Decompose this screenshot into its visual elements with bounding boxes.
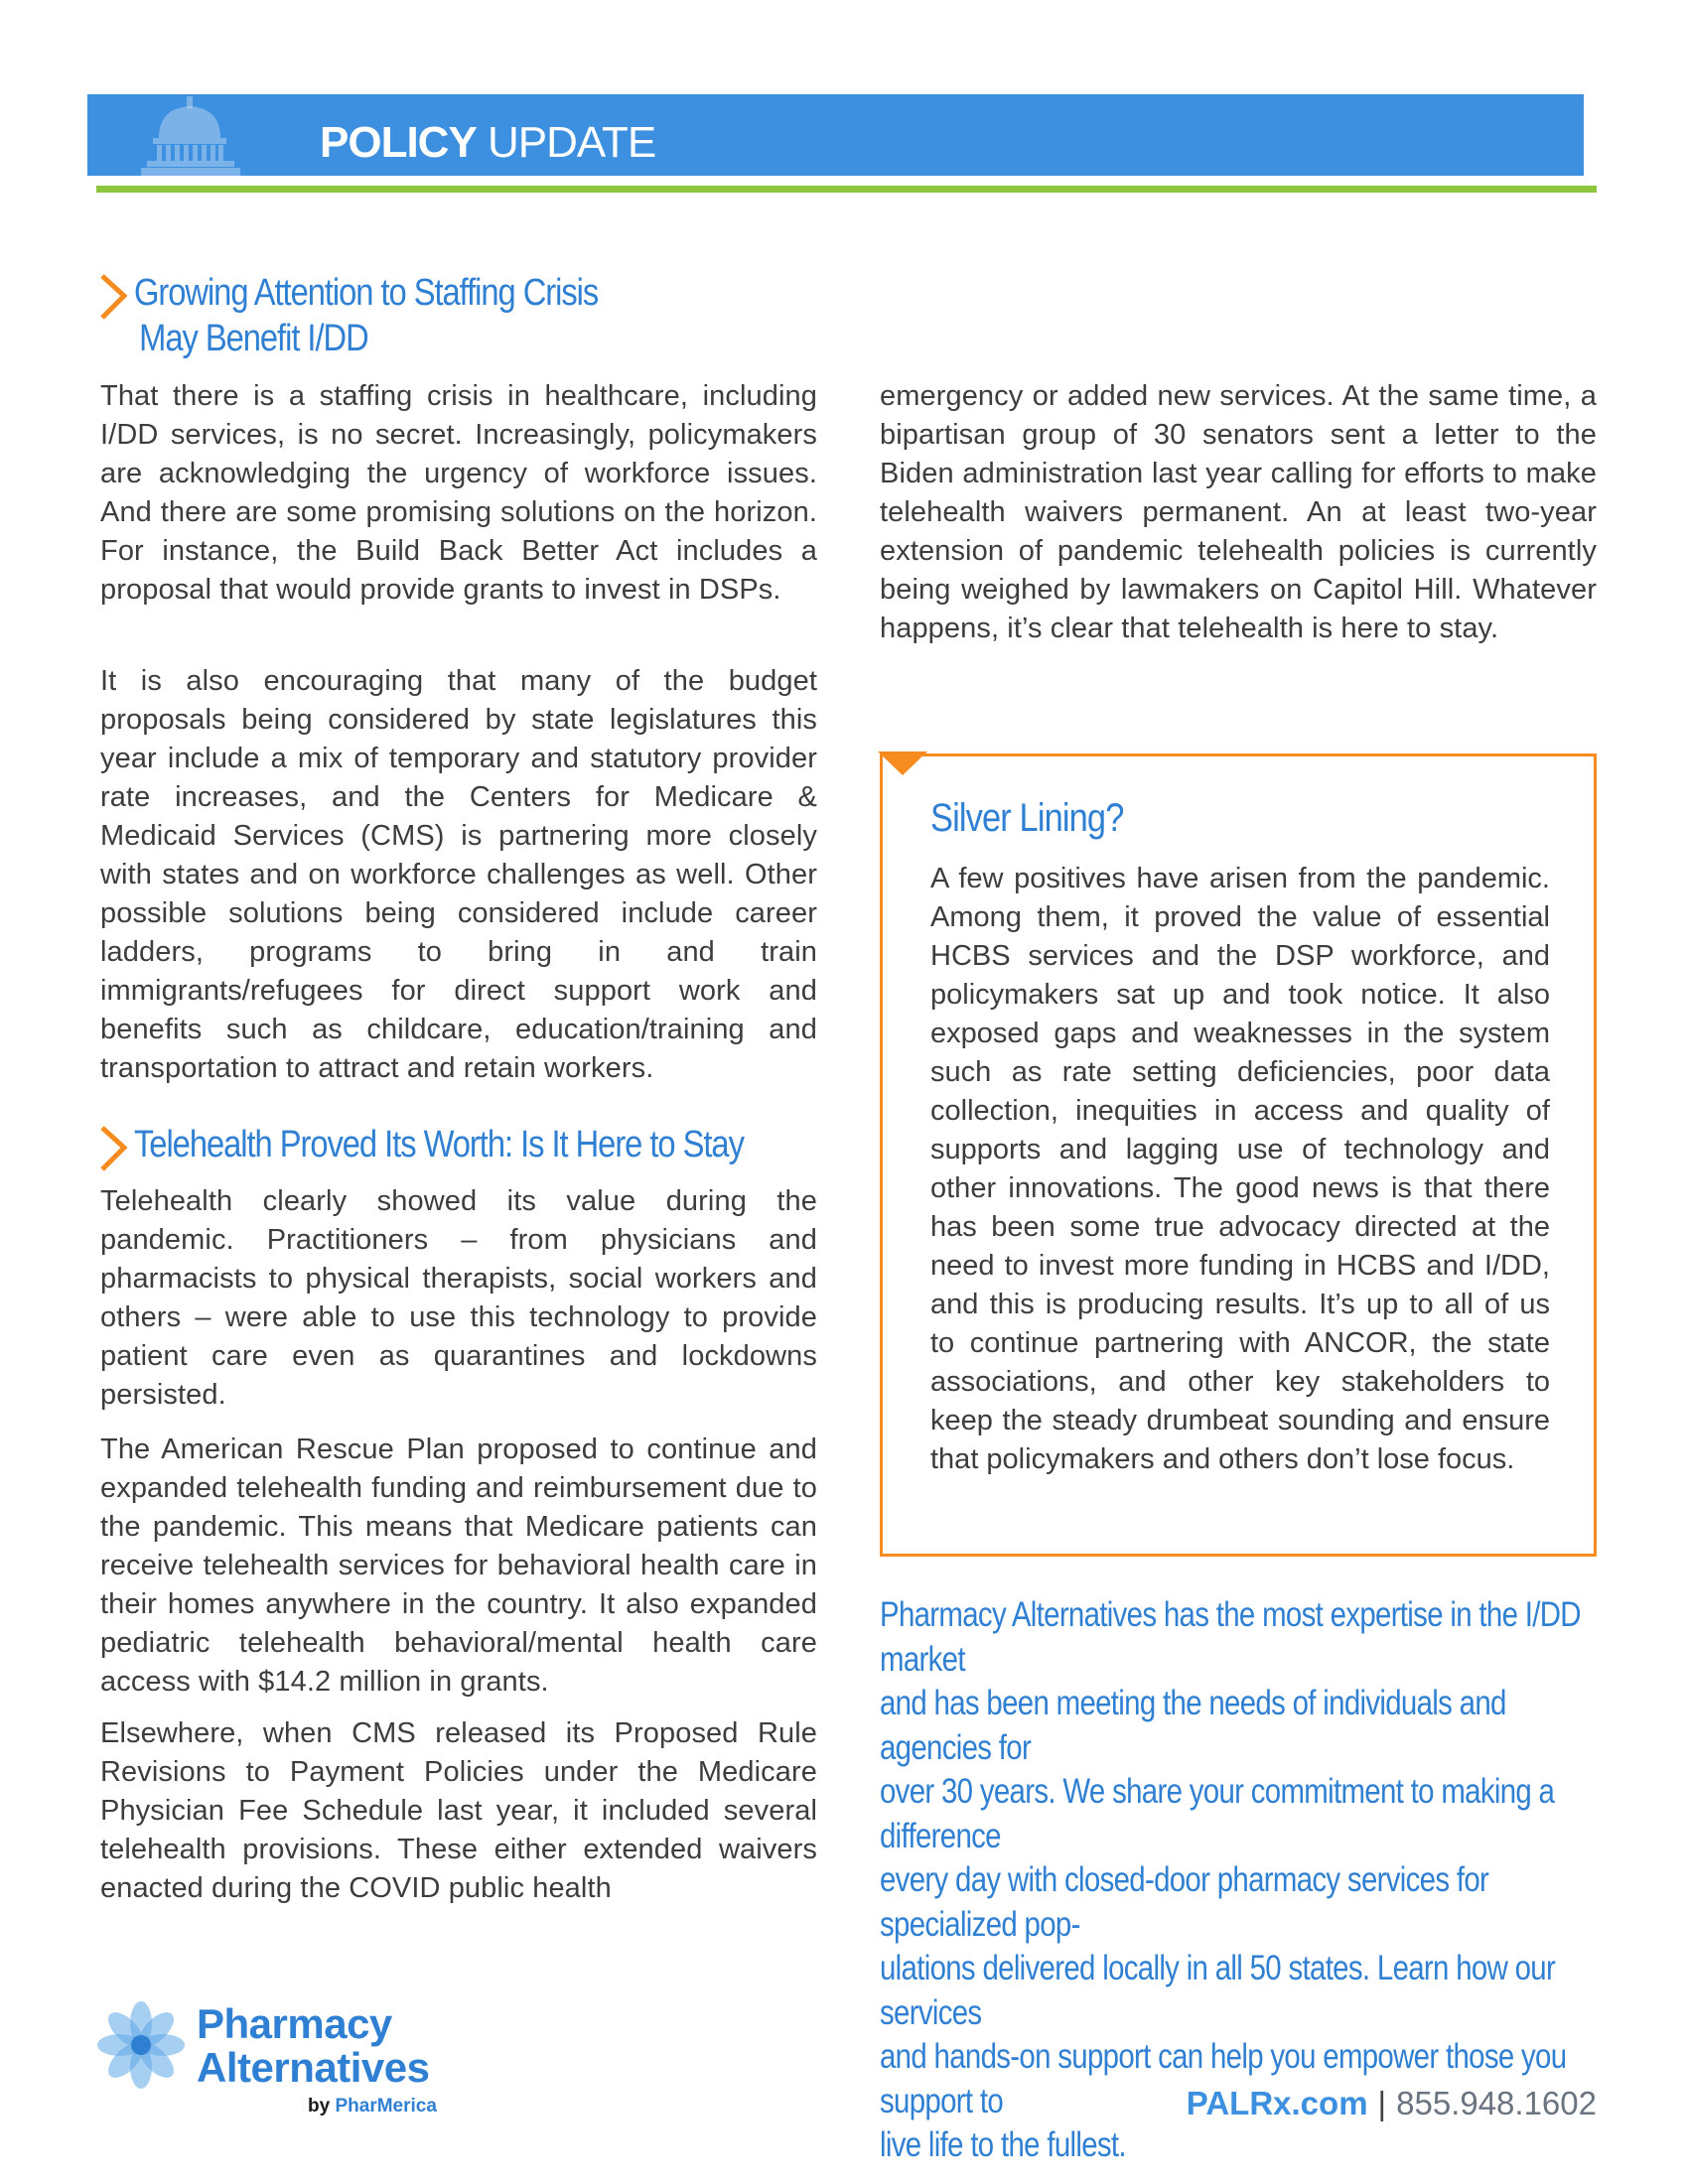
page-title [320,118,655,168]
heading-line-2: May Benefit I/DD [139,318,368,359]
paragraph-telehealth-1: Telehealth clearly showed its value during the pandemic. Practitioners – from physicians and pharmacists to physical therapists, social workers and others – were able to use this technology to provide patient care even as quarantines and lockdowns persisted. [100,1185,817,1411]
section-heading-text: Telehealth Proved Its Worth: Is It Here to Stay [134,1124,744,1165]
contact-separator: | [1377,2085,1387,2121]
logo-wordmark [197,2002,429,2090]
promo-line: live life to the fullest. [880,2125,1126,2164]
logo-by: by [308,2096,331,2116]
pharmacy-alternatives-logo-icon [95,1999,187,2091]
logo-byline [308,2096,437,2117]
chevron-right-icon [96,1124,130,1175]
promo-line: and has been meeting the needs of individuals and agencies for [880,1684,1506,1767]
title-bold: POLICY [320,118,477,167]
contact-info [1187,2084,1597,2123]
paragraph-telehealth-2: The American Rescue Plan proposed to continue and expanded telehealth funding and reimbursement due to the pandemic. This means that Medicare patients can receive telehealth services for behavioral health care in their homes anywhere in the country. It also expanded pediatric telehealth behavioral/mental health care access with $14.2 million in grants. [100,1433,817,1698]
logo-brand: PharMerica [335,2096,437,2116]
capitol-dome-icon [139,94,246,176]
section-heading-telehealth [96,1122,843,1175]
logo-line-2: Alternatives [197,2044,430,2091]
paragraph-telehealth-continued: emergency or added new services. At the same time, a bipartisan group of 30 senators sent a letter to the Biden administration last year calling for efforts to make telehealth waivers permanent. An at least two-year extension of pandemic telehealth policies is currently being weighed by lawmakers on Capitol Hill. Whatever happens, it’s clear that telehealth is here to stay. [880,380,1597,644]
callout-body: A few positives have arisen from the pandemic. Among them, it proved the value of essential HCBS services and the DSP workforce, and policymakers sat up and took notice. It also exposed gaps and weaknesses in the system such as rate setting deficiencies, poor data collection, inequities in access and quality of supports and lagging use of technology and other innovations. The good news is that there has been some true advocacy directed at the need to invest more funding in HCBS and I/DD, and this is producing results. It’s up to all of us to continue partnering with ANCOR, the state associations, and other key stakeholders to keep the steady drumbeat sounding and ensure that policymakers and others don’t lose focus. [930,863,1550,1475]
title-light: UPDATE [488,118,656,167]
promo-line: Pharmacy Alternatives has the most expertise in the I/DD market [880,1595,1581,1679]
promo-line: every day with closed-door pharmacy services for specialized pop- [880,1860,1489,1944]
paragraph-telehealth-3: Elsewhere, when CMS released its Proposed Rule Revisions to Payment Policies under the Medicare Physician Fee Schedule last year, it included several telehealth provisions. These either extended waivers enacted during the COVID public health [100,1717,817,1904]
header-divider [96,186,1597,193]
heading-line-1: Growing Attention to Staffing Crisis [134,272,599,314]
website-link[interactable]: PALRx.com [1186,2085,1368,2121]
section-heading-text [134,270,598,361]
phone-number[interactable]: 855.948.1602 [1396,2085,1597,2121]
header-band [87,94,1584,176]
callout-corner-tab [878,751,927,779]
callout-heading: Silver Lining? [930,796,1124,840]
promo-text [880,1593,1597,2168]
logo-line-1: Pharmacy [197,2000,392,2047]
paragraph-staffing-1: That there is a staffing crisis in healthcare, including I/DD services, is no secret. Increasingly, policymakers are acknowledging the urgency of workforce issues. And there are some promising solutions on the horizon. For instance, the Build Back Better Act includes a proposal that would provide grants to invest in DSPs. [100,380,817,606]
paragraph-staffing-2: It is also encouraging that many of the budget proposals being considered by state legislatures this year include a mix of temporary and statutory provider rate increases, and the Centers for Medicare & Medicaid Services (CMS) is partnering more closely with states and on workforce challenges as well. Other possible solutions being considered include career ladders, programs to bring in and train immigrants/refugees for direct support work and benefits such as childcare, education/training and transportation to attract and retain workers. [100,665,817,1084]
promo-line: and hands-on support can help you empower those you support to [880,2037,1567,2120]
chevron-right-icon [96,272,130,324]
section-heading-staffing [96,270,673,361]
promo-line: over 30 years. We share your commitment to making a difference [880,1772,1555,1855]
promo-line: ulations delivered locally in all 50 states. Learn how our services [880,1949,1556,2032]
